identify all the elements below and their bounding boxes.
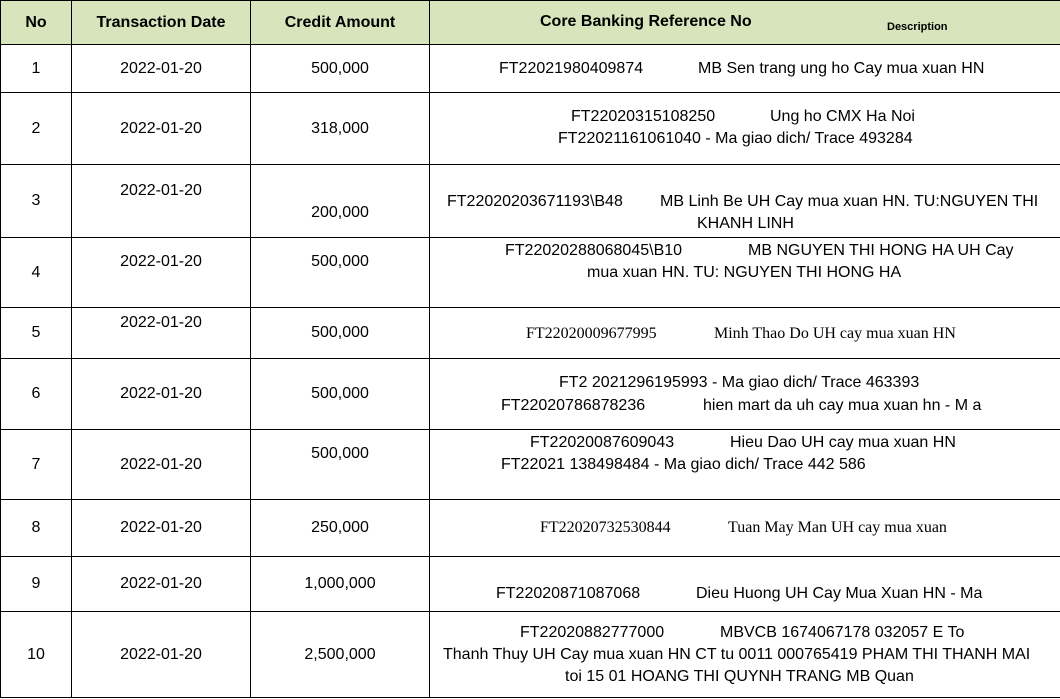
amount-text: 200,000 <box>311 204 369 221</box>
cell-amount: 500,000 <box>251 359 430 430</box>
ref-line: toi 15 01 HOANG THI QUYNH TRANG MB Quan <box>565 668 914 685</box>
cell-amount: 2,500,000 <box>251 612 430 698</box>
cell-amount: 500,000 <box>251 45 430 93</box>
header-credit-amount: Credit Amount <box>251 1 430 45</box>
date-text: 2022-01-20 <box>120 182 202 199</box>
cell-no: 9 <box>1 557 72 612</box>
header-description-label: Description <box>887 21 948 33</box>
table-row <box>1 165 1060 238</box>
table-row <box>1 430 1060 500</box>
table-row <box>1 308 1060 359</box>
ref-description: Ung ho CMX Ha Noi <box>770 108 915 125</box>
ref-line: FT22021 138498484 - Ma giao dich/ Trace 442 586 <box>501 456 866 473</box>
ref-description: Hieu Dao UH cay mua xuan HN <box>730 434 956 451</box>
cell-date <box>72 238 251 308</box>
header-reference <box>430 1 1060 45</box>
header-transaction-date: Transaction Date <box>72 1 251 45</box>
ref-number: FT22020009677995 <box>526 325 657 342</box>
date-text: 2022-01-20 <box>120 253 202 270</box>
cell-date: 2022-01-20 <box>72 430 251 500</box>
cell-no: 2 <box>1 93 72 165</box>
cell-no: 8 <box>1 500 72 557</box>
ref-line: mua xuan HN. TU: NGUYEN THI HONG HA <box>587 264 902 281</box>
ref-number: FT22020871087068 <box>496 585 641 602</box>
cell-no: 10 <box>1 612 72 698</box>
cell-reference <box>430 165 1060 238</box>
cell-no: 7 <box>1 430 72 500</box>
ref-description: MB Sen trang ung ho Cay mua xuan HN <box>698 60 985 77</box>
ref-line: FT2 2021296195993 - Ma giao dich/ Trace 463393 <box>559 374 920 391</box>
cell-date: 2022-01-20 <box>72 93 251 165</box>
cell-reference <box>430 612 1060 698</box>
amount-text: 500,000 <box>311 445 369 462</box>
cell-reference <box>430 430 1060 500</box>
cell-date: 2022-01-20 <box>72 612 251 698</box>
ref-number: FT22020315108250 <box>571 108 716 125</box>
header-row <box>1 1 1060 45</box>
ref-description: Dieu Huong UH Cay Mua Xuan HN - Ma <box>696 585 983 602</box>
cell-no: 4 <box>1 238 72 308</box>
cell-amount <box>251 165 430 238</box>
cell-amount <box>251 430 430 500</box>
table-row <box>1 93 1060 165</box>
amount-text: 500,000 <box>311 253 369 270</box>
ref-number: FT22020087609043 <box>530 434 675 451</box>
ref-number: FT22020288068045\B10 <box>505 242 683 259</box>
cell-date: 2022-01-20 <box>72 557 251 612</box>
ref-number: FT22020203671193\B48 <box>447 193 623 210</box>
cell-no: 3 <box>1 165 72 238</box>
ref-number: FT22020786878236 <box>501 397 646 414</box>
cell-reference <box>430 238 1060 308</box>
cell-date <box>72 165 251 238</box>
ref-description: MB NGUYEN THI HONG HA UH Cay <box>748 242 1014 259</box>
cell-amount: 1,000,000 <box>251 557 430 612</box>
cell-date <box>72 308 251 359</box>
cell-reference <box>430 500 1060 557</box>
cell-reference <box>430 557 1060 612</box>
cell-no: 1 <box>1 45 72 93</box>
cell-no: 5 <box>1 308 72 359</box>
table-row <box>1 238 1060 308</box>
cell-reference <box>430 45 1060 93</box>
header-reference-label: Core Banking Reference No <box>540 13 752 30</box>
ref-number: FT22020882777000 <box>520 624 665 641</box>
table-row <box>1 612 1060 698</box>
cell-date: 2022-01-20 <box>72 500 251 557</box>
ref-line: FT22021161061040 - Ma giao dich/ Trace 493284 <box>558 130 913 147</box>
ref-number: FT22021980409874 <box>499 60 644 77</box>
cell-no: 6 <box>1 359 72 430</box>
cell-amount: 250,000 <box>251 500 430 557</box>
cell-date: 2022-01-20 <box>72 45 251 93</box>
cell-reference <box>430 308 1060 359</box>
date-text: 2022-01-20 <box>120 314 202 331</box>
ref-description: MBVCB 1674067178 032057 E To <box>720 624 965 641</box>
cell-amount: 500,000 <box>251 308 430 359</box>
ref-number: FT22020732530844 <box>540 519 671 536</box>
ref-description: Tuan May Man UH cay mua xuan <box>728 519 947 536</box>
table-row <box>1 500 1060 557</box>
ref-description: MB Linh Be UH Cay mua xuan HN. TU:NGUYEN THI <box>660 193 1039 210</box>
table-row <box>1 359 1060 430</box>
cell-reference <box>430 93 1060 165</box>
ref-line: Thanh Thuy UH Cay mua xuan HN CT tu 0011 000765419 PHAM THI THANH MAI <box>443 646 1031 663</box>
header-no: No <box>1 1 72 45</box>
cell-date: 2022-01-20 <box>72 359 251 430</box>
ref-description: Minh Thao Do UH cay mua xuan HN <box>714 325 956 342</box>
table-row <box>1 557 1060 612</box>
ref-line: KHANH LINH <box>697 215 794 232</box>
cell-reference <box>430 359 1060 430</box>
table-row <box>1 45 1060 93</box>
cell-amount <box>251 238 430 308</box>
ref-description: hien mart da uh cay mua xuan hn - M a <box>703 397 982 414</box>
cell-amount: 318,000 <box>251 93 430 165</box>
